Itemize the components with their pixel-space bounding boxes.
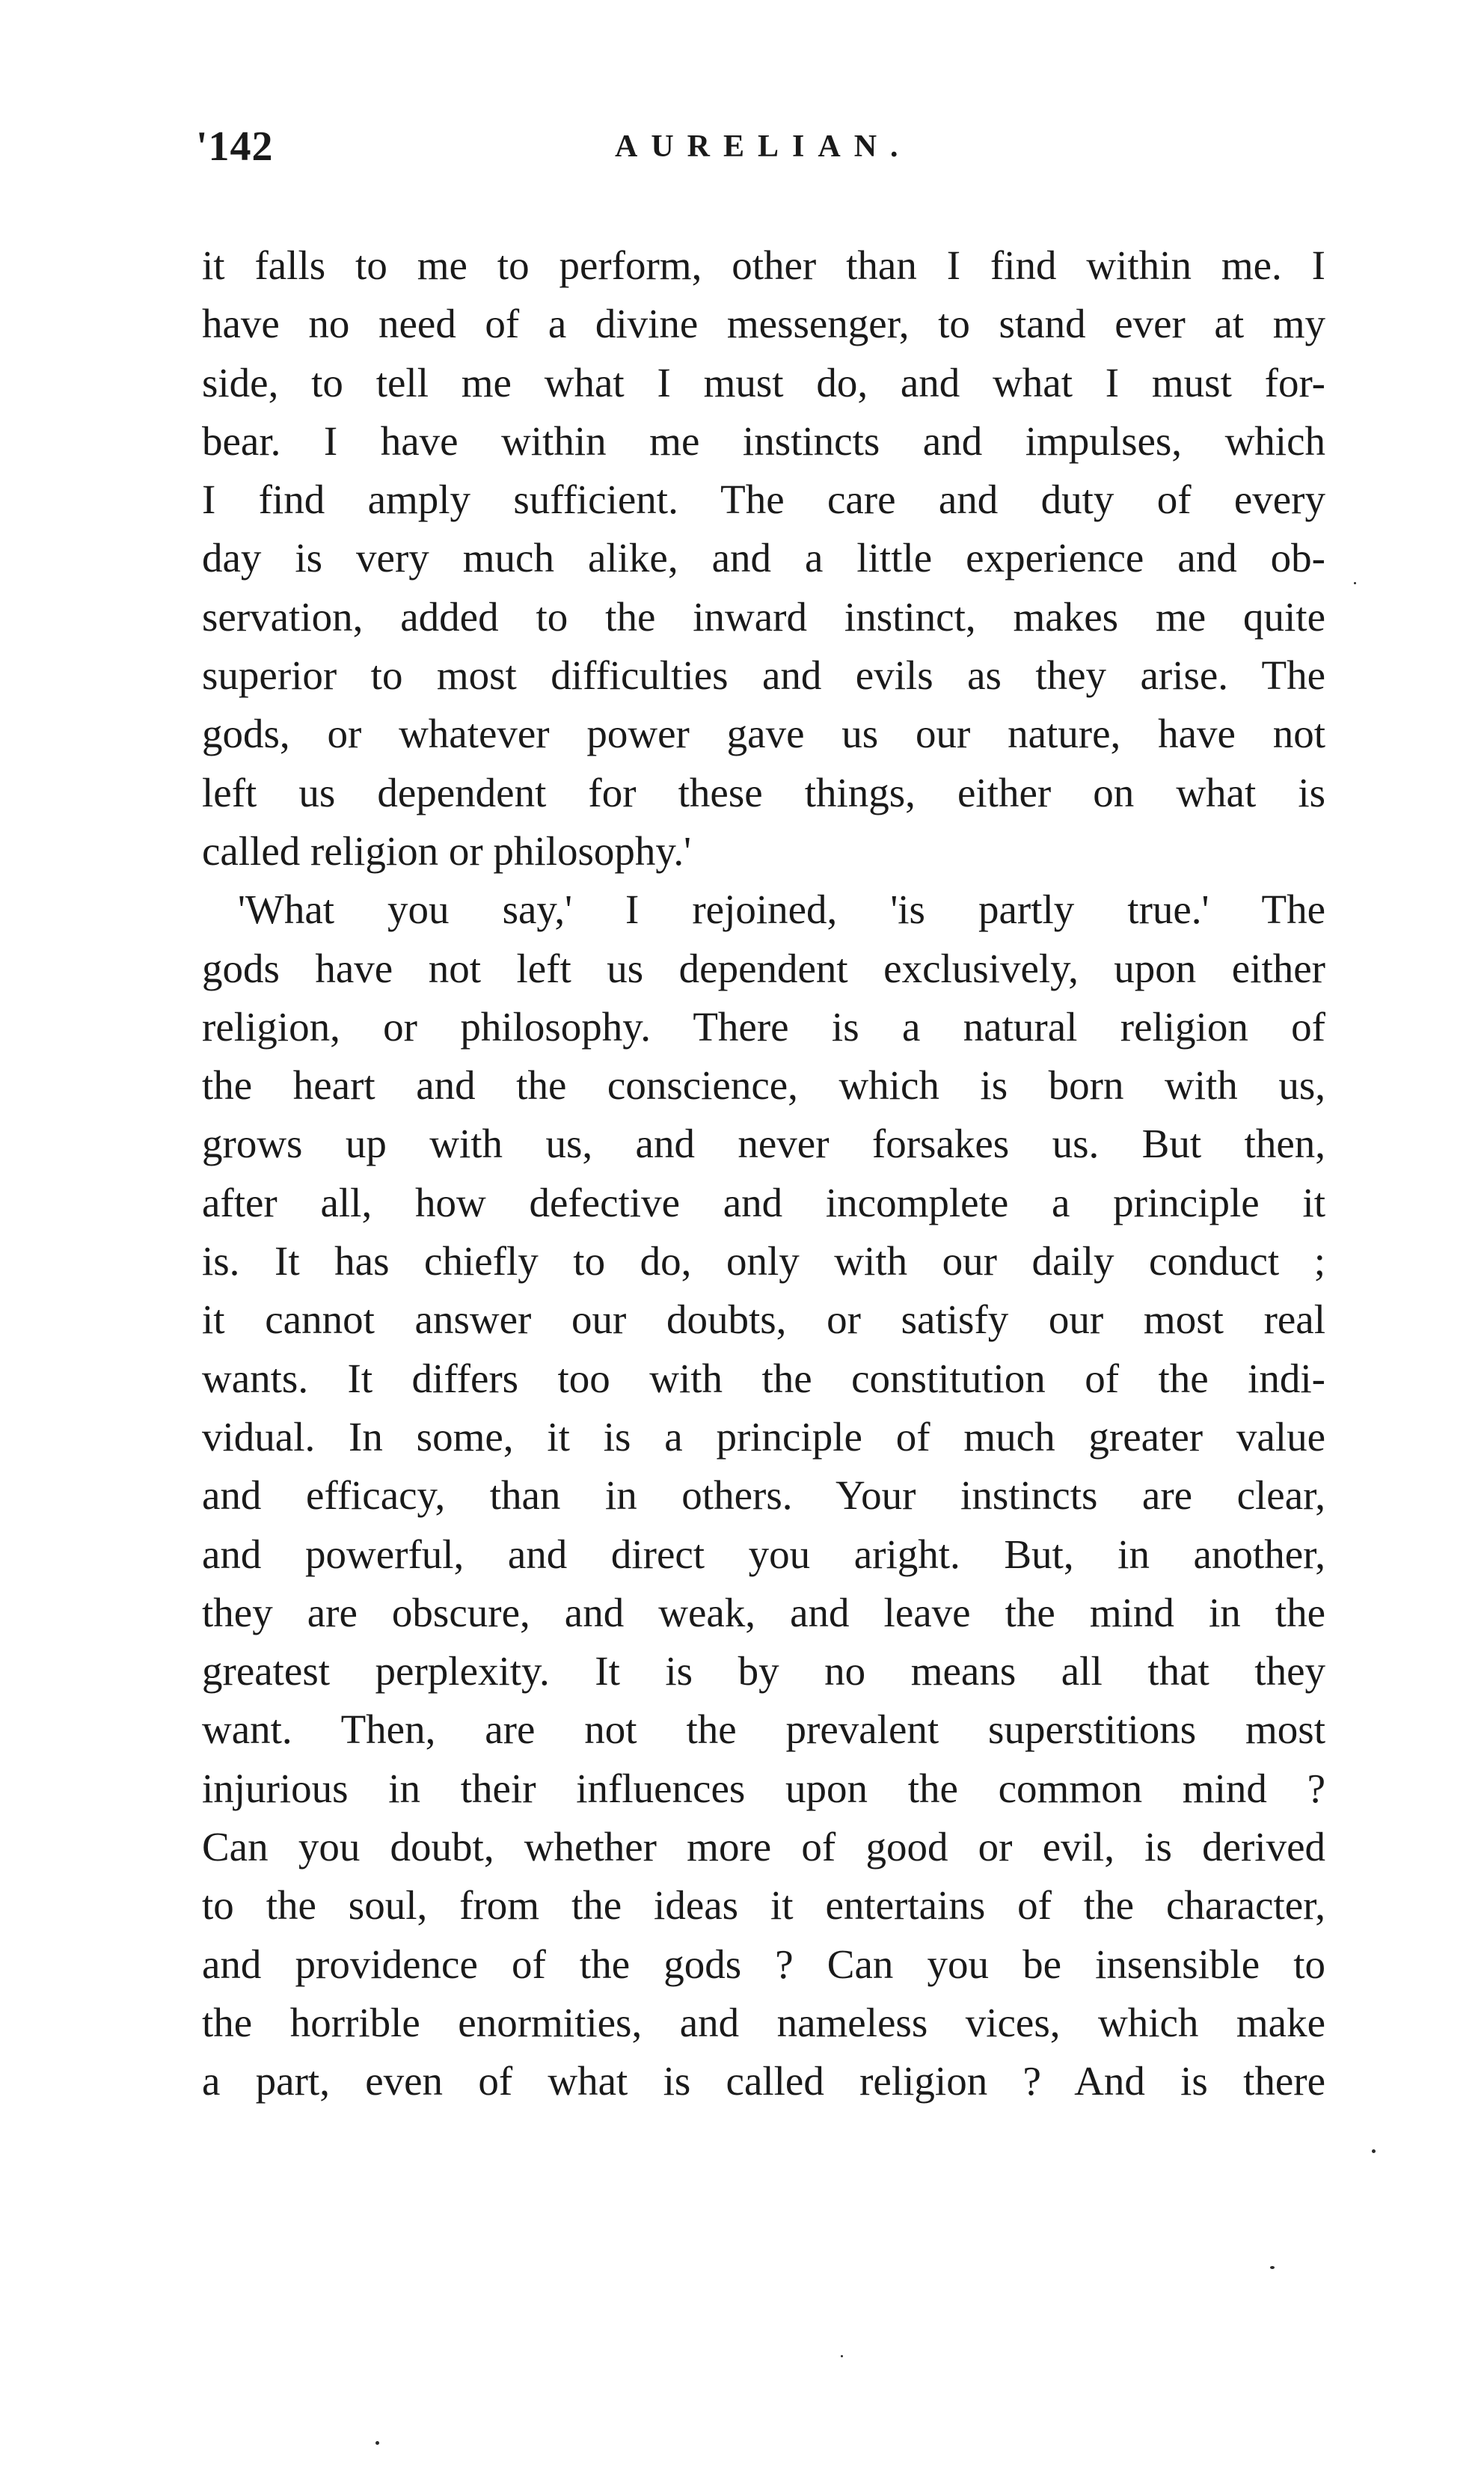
body-text xyxy=(202,236,1325,2111)
paragraph-start-line: 'What you say,' I rejoined, 'is partly true.' The xyxy=(238,887,1325,933)
text-line: wants. It differs too with the constitution of the indi- xyxy=(202,1355,1325,1401)
ink-speck xyxy=(375,2441,379,2445)
text-line: want. Then, are not the prevalent superstitions most xyxy=(202,1706,1325,1753)
text-line: grows up with us, and never forsakes us. But then, xyxy=(202,1121,1325,1167)
text-line: and providence of the gods ? Can you be insensible to xyxy=(202,1941,1325,1987)
text-line: side, to tell me what I must do, and what I must for- xyxy=(202,359,1325,405)
text-line: it cannot answer our doubts, or satisfy our most real xyxy=(202,1296,1325,1343)
text-line: greatest perplexity. It is by no means all that they xyxy=(202,1648,1325,1694)
running-title: AURELIAN. xyxy=(615,129,912,164)
running-head xyxy=(196,112,1325,187)
ink-speck xyxy=(1270,2266,1275,2269)
text-line: have no need of a divine messenger, to stand ever at my xyxy=(202,301,1325,347)
ink-speck xyxy=(1372,2149,1376,2153)
text-line: the heart and the conscience, which is born with us, xyxy=(202,1062,1325,1109)
text-line: gods have not left us dependent exclusively, upon either xyxy=(202,945,1325,991)
text-line: gods, or whatever power gave us our nature, have not xyxy=(202,711,1325,757)
text-line: I find amply sufficient. The care and duty of every xyxy=(202,477,1325,523)
text-line: to the soul, from the ideas it entertains of the character, xyxy=(202,1882,1325,1929)
text-line: is. It has chiefly to do, only with our daily conduct ; xyxy=(202,1238,1325,1285)
text-line: it falls to me to perform, other than I find within me. I xyxy=(202,242,1325,288)
text-line: superior to most difficulties and evils as they arise. The xyxy=(202,652,1325,699)
text-line: injurious in their influences upon the common mind ? xyxy=(202,1765,1325,1811)
ink-speck xyxy=(1354,582,1356,584)
text-line: religion, or philosophy. There is a natural religion of xyxy=(202,1003,1325,1050)
text-line: and powerful, and direct you aright. But, in another, xyxy=(202,1531,1325,1577)
text-line: Can you doubt, whether more of good or evil, is derived xyxy=(202,1824,1325,1870)
text-line: left us dependent for these things, either on what is xyxy=(202,769,1325,815)
text-line: and efficacy, than in others. Your instincts are clear, xyxy=(202,1472,1325,1519)
text-line: servation, added to the inward instinct, makes me quite xyxy=(202,593,1325,640)
paragraph-end-line: called religion or philosophy.' xyxy=(202,827,691,874)
text-line: day is very much alike, and a little experience and ob- xyxy=(202,535,1325,581)
ink-speck xyxy=(841,2355,843,2357)
text-line: bear. I have within me instincts and impulses, which xyxy=(202,417,1325,464)
text-line: they are obscure, and weak, and leave the mind in the xyxy=(202,1589,1325,1635)
text-line: a part, even of what is called religion ? And is there xyxy=(202,2058,1325,2104)
page-number: '142 xyxy=(196,123,274,170)
text-line: vidual. In some, it is a principle of much greater value xyxy=(202,1413,1325,1460)
text-line: the horrible enormities, and nameless vices, which make xyxy=(202,1999,1325,2045)
text-line: after all, how defective and incomplete a principle it xyxy=(202,1179,1325,1225)
